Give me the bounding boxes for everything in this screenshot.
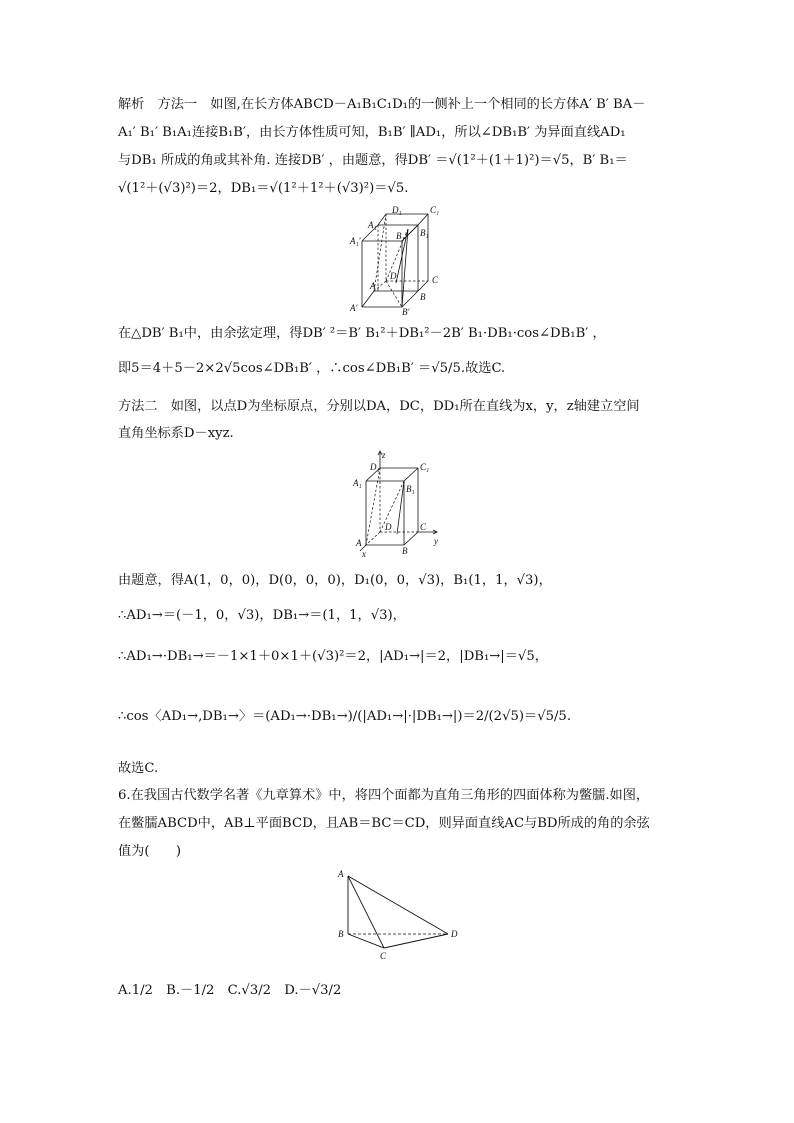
figure-tetrahedron xyxy=(334,866,466,962)
label-C: C xyxy=(380,951,387,961)
label-A: A xyxy=(356,538,362,548)
label-B: B xyxy=(420,292,426,302)
solution-line-6: 即5＝4＋5－2×2√5cos∠DB₁B′ ，∴cos∠DB₁B′ ＝√5/5.故选C. xyxy=(118,361,506,376)
answer-options: A.1/2 B.－1/2 C.√3/2 D.－√3/2 xyxy=(118,983,342,998)
solution-line-10: ∴AD₁→＝(－1，0，√3)，DB₁→＝(1，1，√3)， xyxy=(118,608,406,623)
solution-line-13: 故选C. xyxy=(118,761,159,776)
solution-line-3: 与DB₁ 所成的角或其补角. 连接DB′ ，由题意，得DB′ ＝√(1²＋(1＋1)²)＝√5，B′ B₁＝ xyxy=(118,153,628,168)
solution-line-1: 解析 方法一 如图,在长方体ABCD－A₁B₁C₁D₁的一侧补上一个相同的长方体A′ B′ BA－ xyxy=(118,97,646,112)
figure-double-box xyxy=(346,203,446,315)
solution-line-4: √(1²＋(√3)²)＝2，DB₁＝√(1²＋1²＋(√3)²)＝√5. xyxy=(118,181,409,196)
label-B: B xyxy=(338,929,344,939)
figure-coordinate-box xyxy=(352,450,444,558)
question-line-2: 在鳖臑ABCD中，AB⊥平面BCD，且AB＝BC＝CD，则异面直线AC与BD所成的角的余弦 xyxy=(118,816,650,831)
label-A: A xyxy=(370,281,376,291)
label-y: y xyxy=(434,536,438,546)
label-A1: A₁ xyxy=(353,478,362,488)
label-C: C xyxy=(432,275,439,285)
label-D: D xyxy=(451,929,458,939)
label-D: D xyxy=(385,522,392,532)
label-B1p: B₁′ xyxy=(396,231,407,241)
label-A: A xyxy=(338,869,344,879)
solution-line-9: 由题意，得A(1，0，0)，D(0，0，0)，D₁(0，0，√3)，B₁(1，1，√3)， xyxy=(118,573,552,588)
label-B: B xyxy=(402,546,408,556)
label-Bp: B′ xyxy=(402,307,410,315)
label-x: x xyxy=(362,549,366,558)
solution-line-5: 在△DB′ B₁中，由余弦定理，得DB′ ²＝B′ B₁²＋DB₁²－2B′ B₁·DB₁·cos∠DB₁B′ ， xyxy=(118,326,606,341)
label-B1: B₁ xyxy=(406,484,415,494)
label-C1: C₁ xyxy=(420,462,430,472)
question-line-1: 6.在我国古代数学名著《九章算术》中，将四个面都为直角三角形的四面体称为鳖臑.如图， xyxy=(118,788,650,803)
label-D1: D₁ xyxy=(392,205,402,215)
solution-line-12: ∴cos〈AD₁→,DB₁→〉＝(AD₁→·DB₁→)/(|AD₁→|·|DB₁→|)＝2/(2√5)＝√5/5. xyxy=(118,709,572,724)
solution-line-8: 直角坐标系D－xyz. xyxy=(118,426,234,441)
label-B1: B₁ xyxy=(420,228,429,238)
label-Ap: A′ xyxy=(350,303,358,313)
label-A1p: A₁′ xyxy=(350,236,361,246)
label-z: z xyxy=(382,450,386,460)
label-D1: D₁ xyxy=(370,462,380,472)
label-C: C xyxy=(420,522,427,532)
label-A1: A₁ xyxy=(368,220,377,230)
solution-line-7: 方法二 如图，以点D为坐标原点，分别以DA，DC，DD₁所在直线为x，y，z轴建立空间 xyxy=(118,399,640,414)
solution-line-11: ∴AD₁→·DB₁→＝－1×1＋0×1＋(√3)²＝2，|AD₁→|＝2，|DB₁→|＝√5， xyxy=(118,649,548,664)
label-D: D xyxy=(390,271,397,281)
question-line-3: 值为( ) xyxy=(118,844,182,859)
label-C1: C₁ xyxy=(430,205,440,215)
solution-line-2: A₁′ B₁′ B₁A₁连接B₁B′，由长方体性质可知，B₁B′ ∥AD₁，所以∠DB₁B′ 为异面直线AD₁ xyxy=(118,125,626,140)
